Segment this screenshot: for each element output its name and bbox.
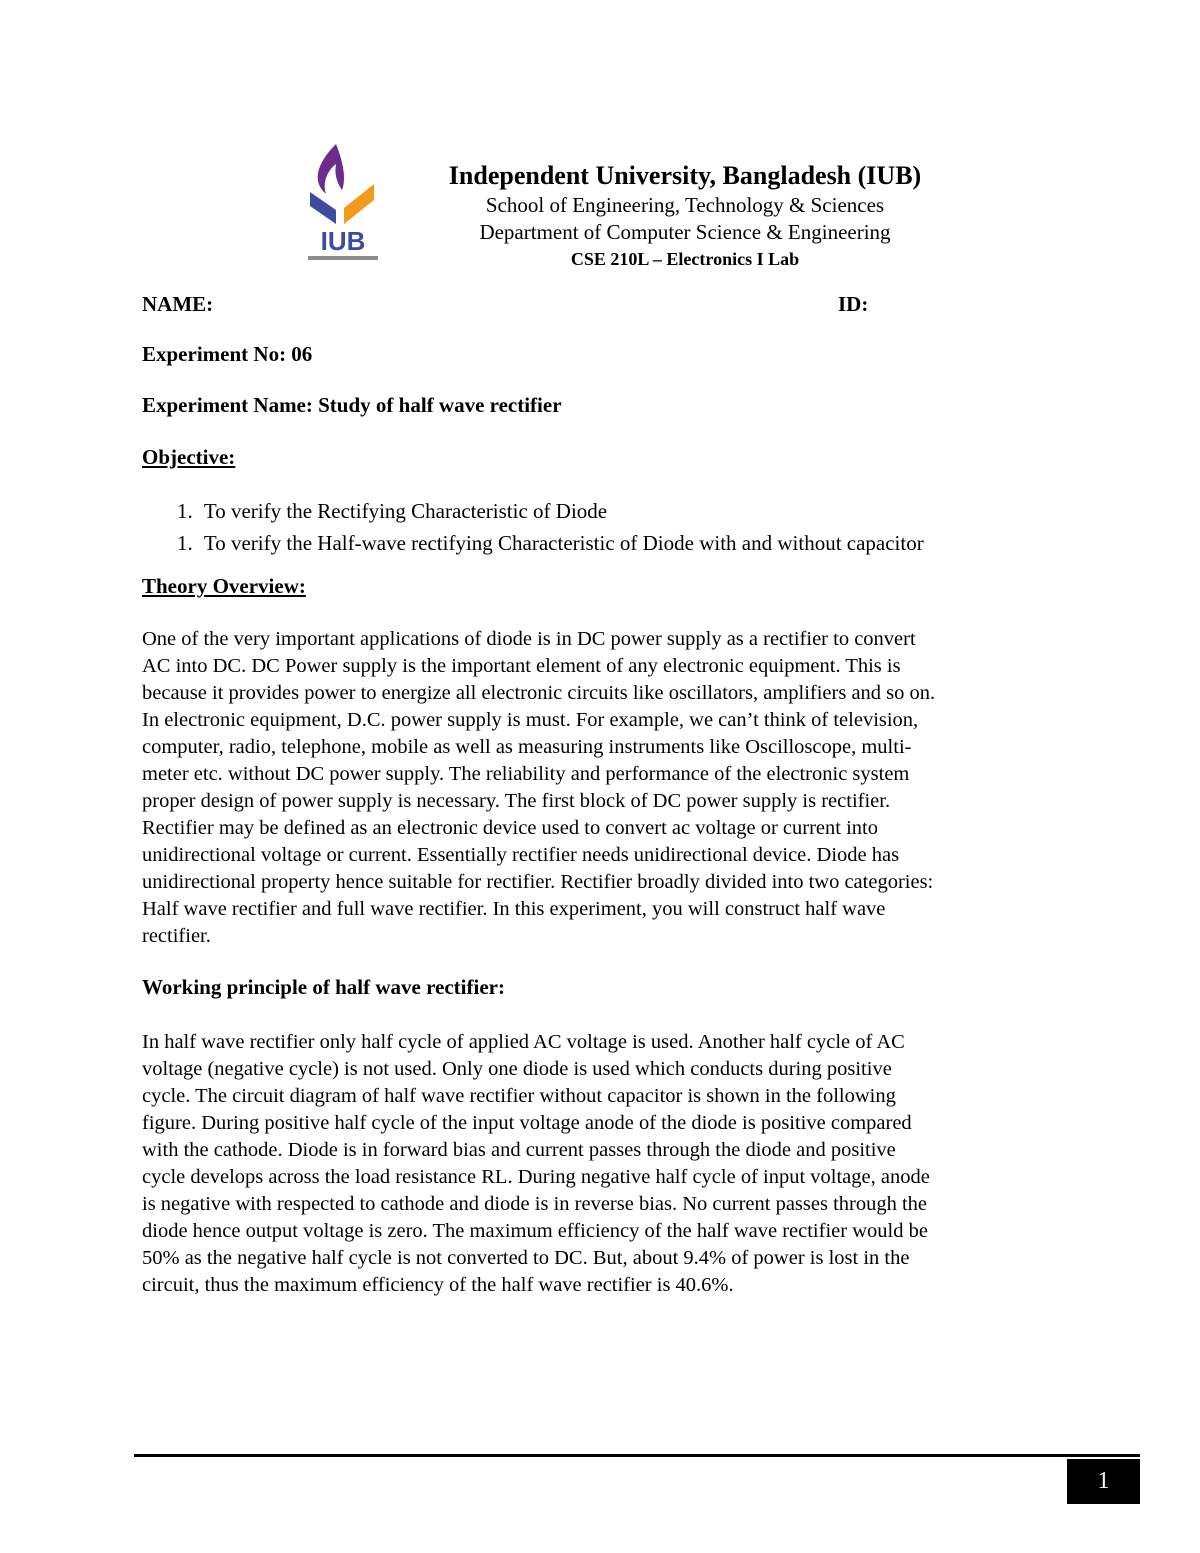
objective-list xyxy=(177,495,924,559)
list-item-number: 1. xyxy=(177,499,193,523)
paragraph-line: with the cathode. Diode is in forward bias and current passes through the diode and positive xyxy=(142,1139,896,1161)
paragraph-line: is negative with respected to cathode and diode is in reverse bias. No current passes through the xyxy=(142,1193,928,1215)
objective-heading: Objective: xyxy=(142,445,236,469)
iub-logo xyxy=(306,142,380,264)
paragraph-line: circuit, thus the maximum efficiency of the half wave rectifier is 40.6%. xyxy=(142,1274,734,1296)
logo-text: IUB xyxy=(320,226,366,256)
working-principle-paragraph xyxy=(142,1029,1062,1299)
list-item-text: To verify the Rectifying Characteristic of Diode xyxy=(203,499,608,523)
list-item xyxy=(177,527,924,559)
theory-heading: Theory Overview: xyxy=(142,574,306,598)
paragraph-line: unidirectional property hence suitable for rectifier. Rectifier broadly divided into two categories: xyxy=(142,871,934,893)
paragraph-line: unidirectional voltage or current. Essentially rectifier needs unidirectional device. Diode has xyxy=(142,844,900,866)
name-label: NAME: xyxy=(142,292,214,316)
paragraph-line: In half wave rectifier only half cycle of applied AC voltage is used. Another half cycle of AC xyxy=(142,1031,905,1053)
paragraph-line: cycle. The circuit diagram of half wave rectifier without capacitor is shown in the following xyxy=(142,1085,896,1107)
theory-paragraph xyxy=(142,626,1062,950)
id-label: ID: xyxy=(838,292,869,316)
paragraph-line: rectifier. xyxy=(142,925,211,947)
iub-logo-graphic xyxy=(306,142,380,264)
working-principle-heading: Working principle of half wave rectifier: xyxy=(142,975,505,999)
course-title: CSE 210L – Electronics I Lab xyxy=(570,249,800,269)
experiment-name: Experiment Name: Study of half wave rectifier xyxy=(142,393,562,417)
paragraph-line: voltage (negative cycle) is not used. Only one diode is used which conducts during positive xyxy=(142,1058,892,1080)
paragraph-line: meter etc. without DC power supply. The reliability and performance of the electronic system xyxy=(142,763,910,785)
paragraph-line: computer, radio, telephone, mobile as well as measuring instruments like Oscilloscope, multi- xyxy=(142,736,912,758)
paragraph-line: because it provides power to energize all electronic circuits like oscillators, amplifiers and so on. xyxy=(142,682,936,704)
page-number: 1 xyxy=(1067,1459,1140,1504)
university-title: Independent University, Bangladesh (IUB) xyxy=(448,161,922,190)
paragraph-line: Rectifier may be defined as an electronic device used to convert ac voltage or current into xyxy=(142,817,878,839)
school-name: School of Engineering, Technology & Sciences xyxy=(485,193,885,217)
paragraph-line: AC into DC. DC Power supply is the important element of any electronic equipment. This is xyxy=(142,655,901,677)
list-item xyxy=(177,495,924,527)
paragraph-line: cycle develops across the load resistance RL. During negative half cycle of input voltage, anode xyxy=(142,1166,930,1188)
paragraph-line: 50% as the negative half cycle is not converted to DC. But, about 9.4% of power is lost in the xyxy=(142,1247,910,1269)
document-header xyxy=(400,160,970,272)
list-item-text: To verify the Half-wave rectifying Characteristic of Diode with and without capacitor xyxy=(203,531,924,555)
paragraph-line: proper design of power supply is necessary. The first block of DC power supply is rectifier. xyxy=(142,790,891,812)
department-name: Department of Computer Science & Engineering xyxy=(479,220,891,244)
paragraph-line: Half wave rectifier and full wave rectifier. In this experiment, you will construct half wave xyxy=(142,898,886,920)
paragraph-line: One of the very important applications of diode is in DC power supply as a rectifier to convert xyxy=(142,628,916,650)
paragraph-line: figure. During positive half cycle of the input voltage anode of the diode is positive compared xyxy=(142,1112,912,1134)
paragraph-line: In electronic equipment, D.C. power supply is must. For example, we can’t think of television, xyxy=(142,709,919,731)
paragraph-line: diode hence output voltage is zero. The maximum efficiency of the half wave rectifier would be xyxy=(142,1220,928,1242)
footer-divider xyxy=(134,1454,1140,1457)
experiment-number: Experiment No: 06 xyxy=(142,342,313,366)
list-item-number: 1. xyxy=(177,531,193,555)
